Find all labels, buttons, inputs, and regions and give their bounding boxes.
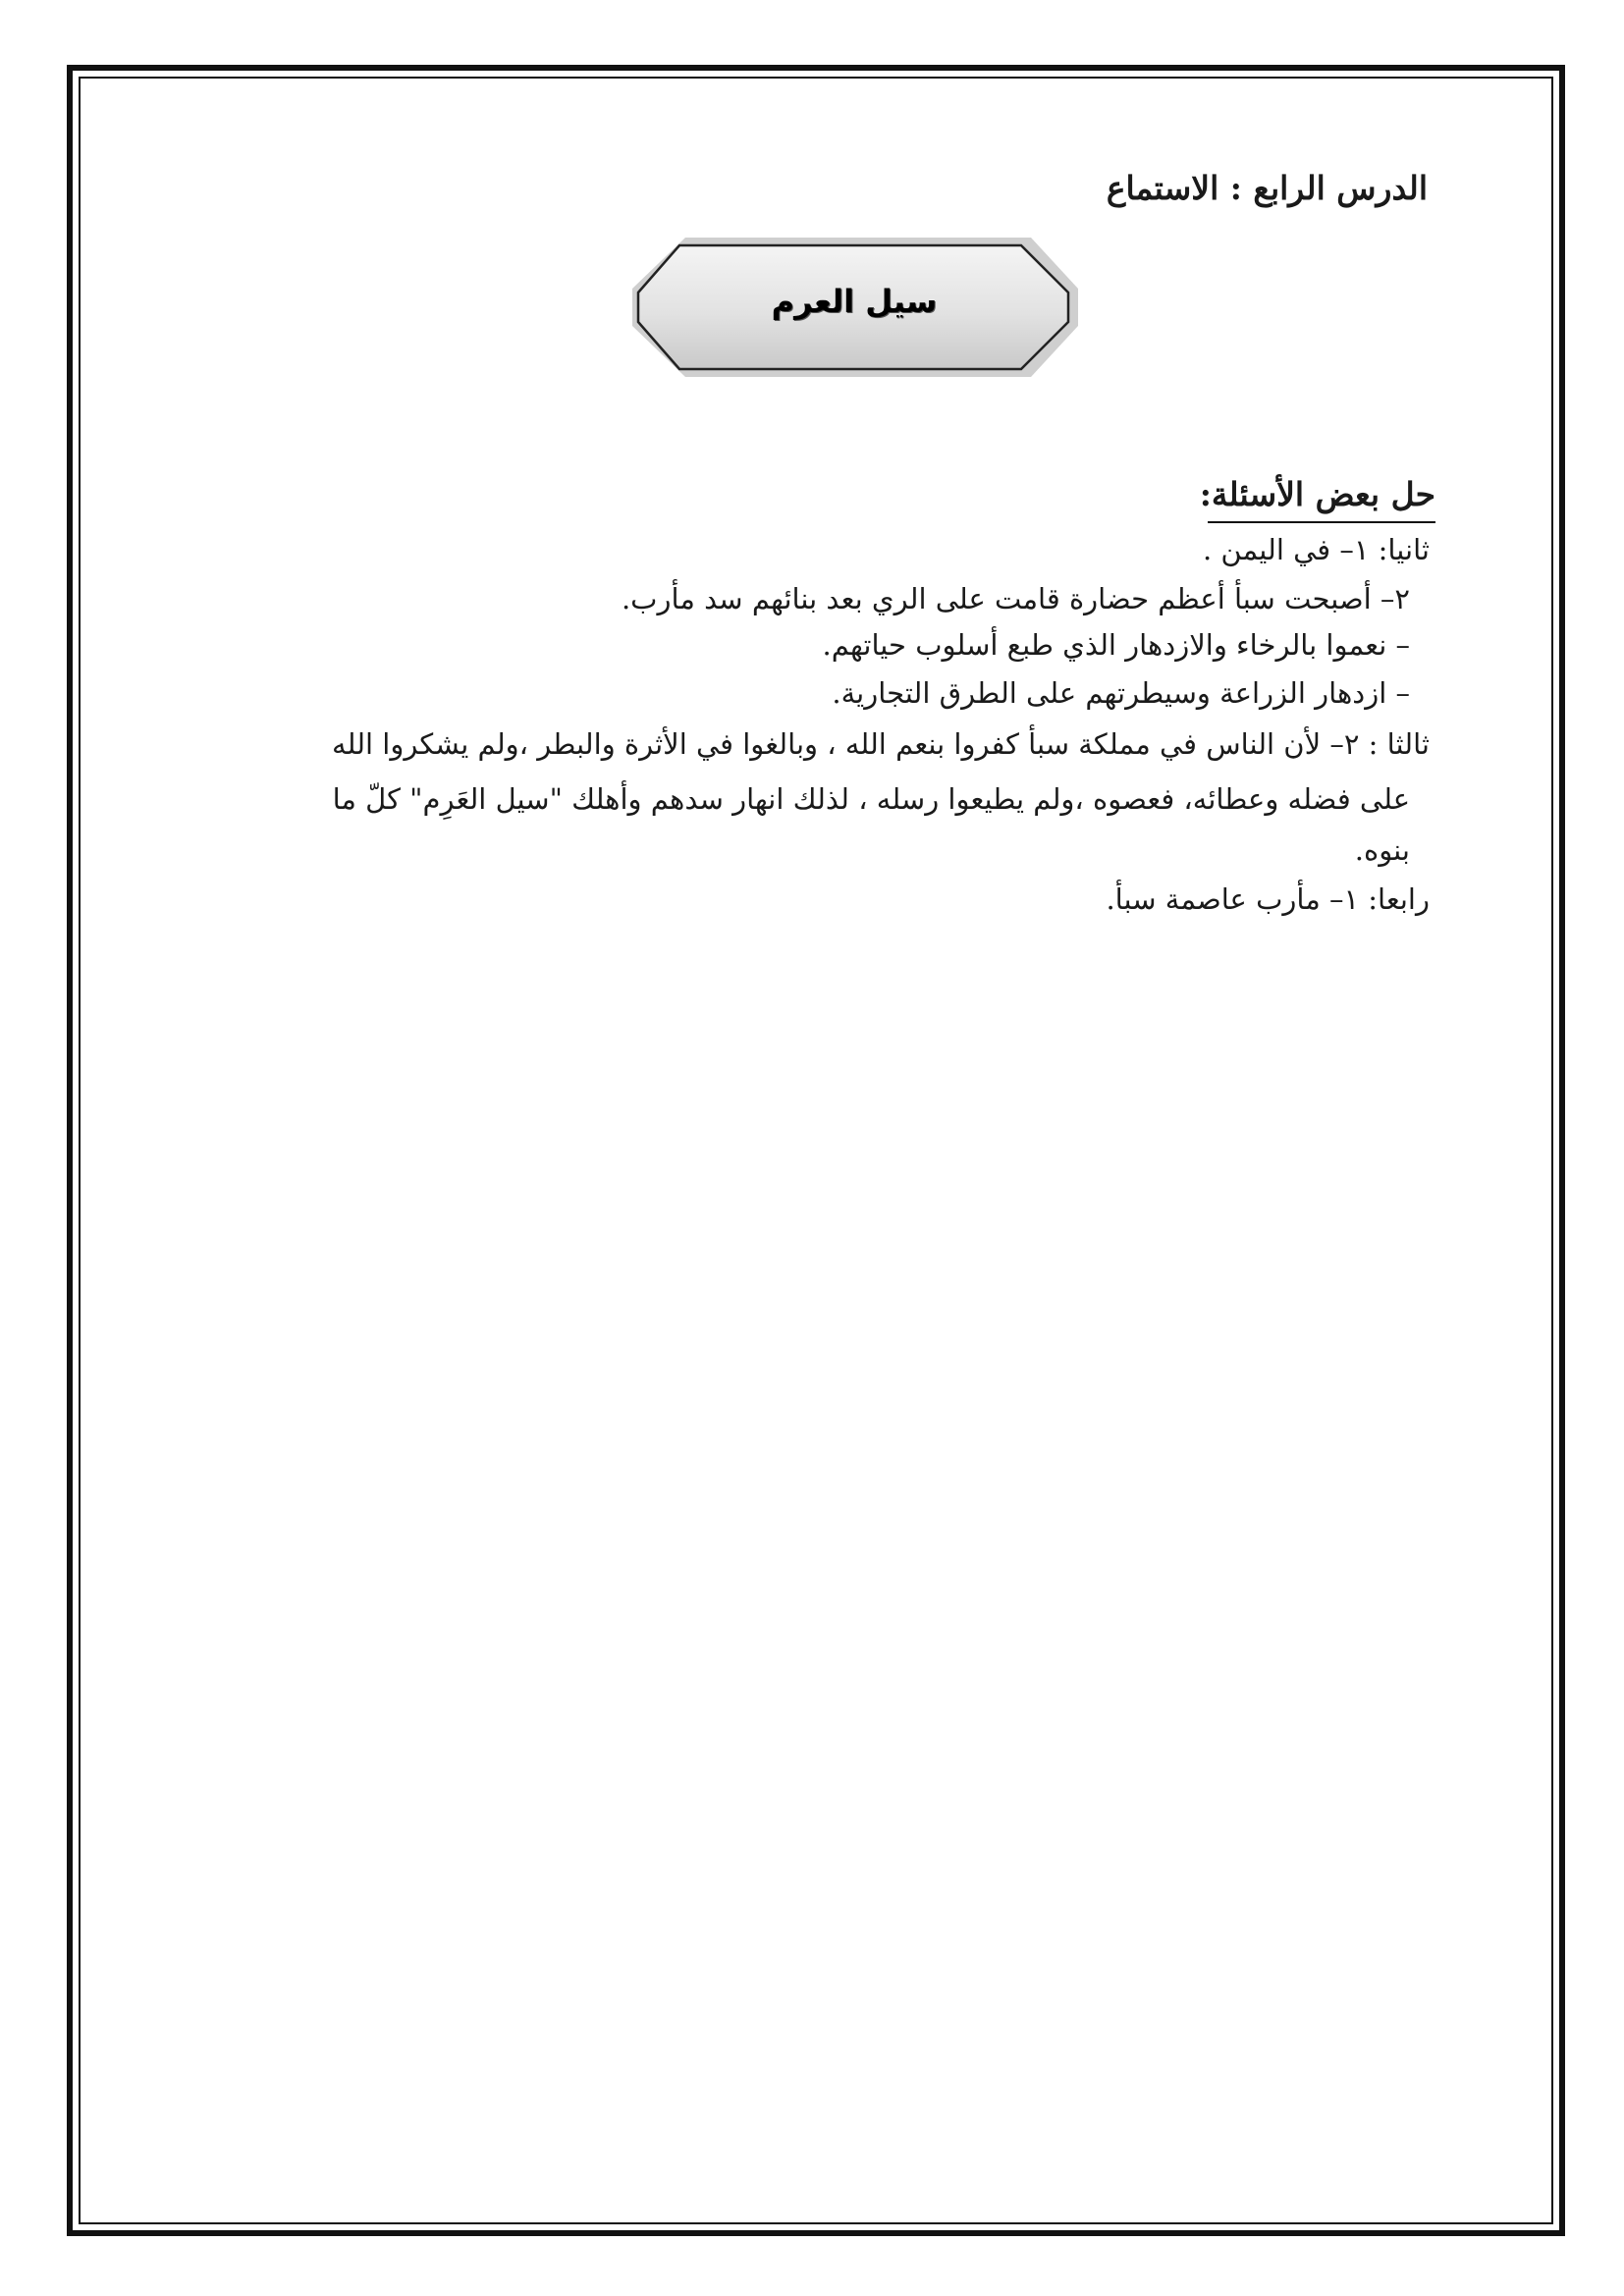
answer-line-2: ٢– أصبحت سبأ أعظم حضارة قامت على الري بعد بنائهم سد مأرب. <box>621 582 1410 615</box>
answer-line-7: بنوه. <box>1354 833 1410 867</box>
answer-line-4: – ازدهار الزراعة وسيطرتهم على الطرق التجارية. <box>832 676 1410 710</box>
answer-line-3: – نعموا بالرخاء والازدهار الذي طبع أسلوب حياتهم. <box>822 628 1410 662</box>
answer-line-1: ثانيا: ١– في اليمن . <box>1202 533 1430 566</box>
answer-line-5: ثالثا : ٢– لأن الناس في مملكة سبأ كفروا بنعم الله ، وبالغوا في الأثرة والبطر ،ولم يشكروا الله <box>332 727 1430 761</box>
banner-title: سيل العرم <box>771 283 938 320</box>
page-border-inner <box>79 77 1553 2224</box>
section-heading: حل بعض الأسئلة: <box>1199 475 1435 513</box>
heading-underline <box>1208 521 1435 523</box>
lesson-title: الدرس الرابع : الاستماع <box>1106 169 1428 207</box>
answer-line-6: على فضله وعطائه، فعصوه ،ولم يطيعوا رسله ، لذلك انهار سدهم وأهلك "سيل العَرِم" كلّ ما <box>332 782 1410 816</box>
title-banner <box>628 236 1080 379</box>
answer-line-8: رابعا: ١– مأرب عاصمة سبأ. <box>1106 882 1430 916</box>
